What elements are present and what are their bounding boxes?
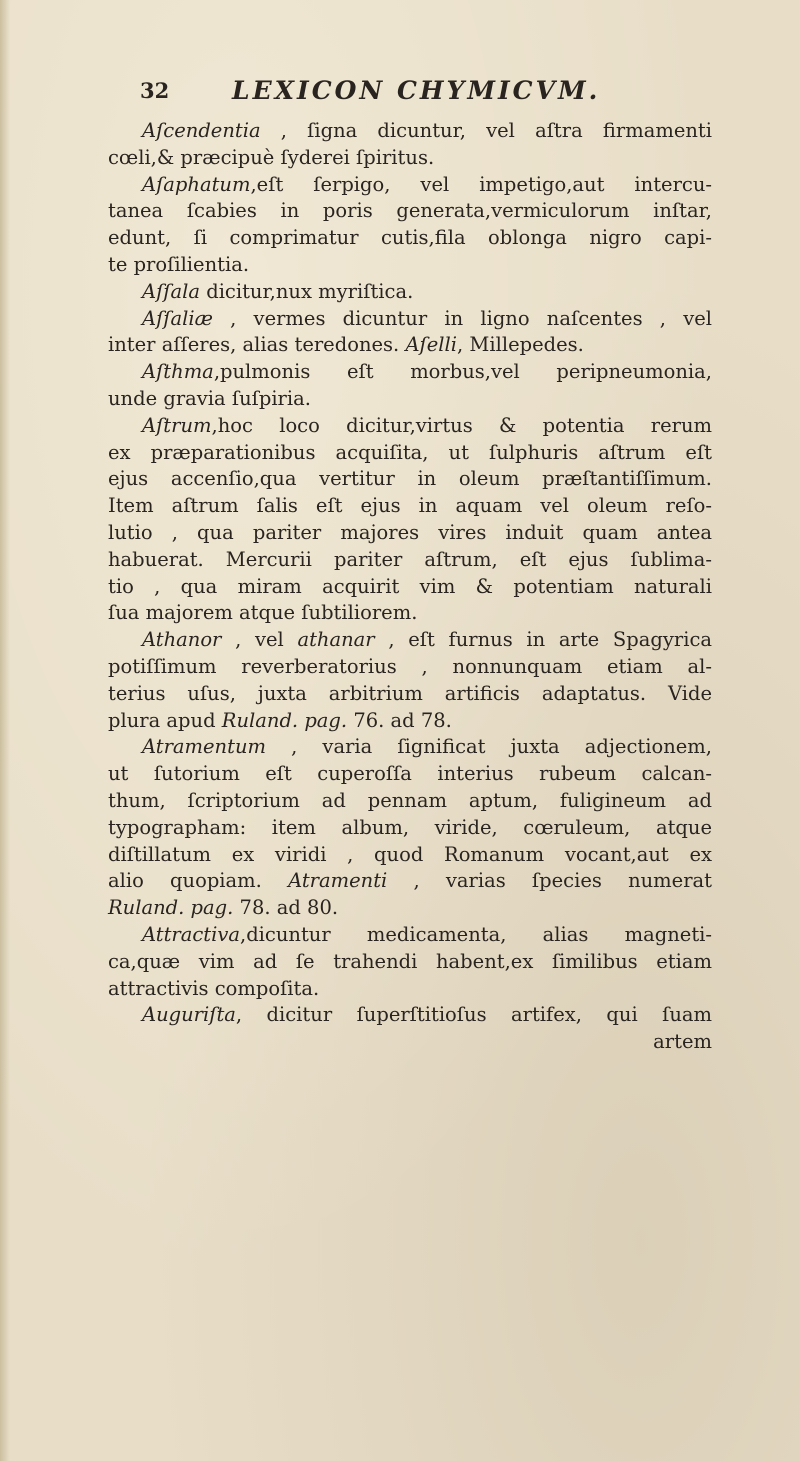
lemma-text: Athanor	[142, 628, 222, 652]
text-line	[108, 654, 712, 681]
text-line	[108, 949, 712, 976]
text-line	[108, 198, 712, 225]
body-text: ,pulmonis eſt morbus,vel peripneumonia,	[213, 360, 712, 384]
body-text: , vermes dicuntur in ligno naſcentes , vel	[212, 306, 712, 330]
body-text: edunt, ſi comprimatur cutis,fila oblonga nigro capi-	[108, 226, 712, 250]
text-line	[108, 413, 712, 440]
body-text: inter aſſeres, alias teredones.	[108, 333, 406, 357]
body-text: ex præparationibus acquiſita, ut ſulphuris aſtrum eſt	[108, 440, 712, 464]
lemma-text: Aſthma	[142, 360, 214, 384]
text-line	[108, 520, 712, 547]
text-line	[108, 466, 712, 493]
lemma-text: Attractiva	[142, 922, 240, 946]
body-text: tio , qua miram acquirit vim & potentiam naturali	[108, 574, 712, 598]
text-line	[108, 708, 712, 735]
body-text: , ſigna dicuntur, vel aſtra firmamenti	[260, 119, 712, 142]
body-text: attractivis compoſita.	[108, 976, 320, 1000]
text-line	[108, 306, 712, 333]
text-line	[108, 1029, 712, 1056]
page-number: 32	[140, 78, 170, 103]
text-line	[108, 252, 712, 279]
text-line	[108, 627, 712, 654]
lemma-text: Aſſaliæ	[142, 306, 213, 330]
text-line	[108, 895, 712, 922]
text-line	[108, 547, 712, 574]
body-text: , eſt furnus in arte Spagyrica	[374, 628, 712, 652]
body-text: ſua majorem atque ſubtiliorem.	[108, 601, 418, 625]
body-text: ,dicuntur medicamenta, alias magneti-	[240, 922, 712, 946]
text-line	[108, 279, 712, 306]
body-text: alio quopiam.	[108, 869, 289, 893]
body-text: , dicitur ſuperſtitioſus artifex, qui ſuam	[235, 1003, 712, 1027]
lemma-text: Atramenti	[288, 869, 388, 893]
body-text: ca,quæ vim ad ſe trahendi habent,ex ſimilibus etiam	[108, 949, 712, 973]
lemma-text: Ruland. pag.	[221, 708, 348, 732]
text-line	[108, 225, 712, 252]
body-text: ut ſutorium eſt cuperoſſa interius rubeum calcan-	[108, 762, 712, 786]
body-text: 76. ad 78.	[347, 708, 452, 732]
lemma-text: Aſtrum	[142, 413, 212, 437]
body-text: typographam: item album, viride, cœruleum, atque	[108, 815, 712, 839]
text-line	[108, 815, 712, 842]
body-text: ejus accenſio,qua vertitur in oleum præſtantiſſimum.	[108, 467, 712, 491]
body-text: dicitur,nux myriſtica.	[200, 279, 414, 303]
lemma-text: athanar	[297, 628, 375, 652]
running-title: LEXICON CHYMICVM.	[232, 76, 601, 105]
body-text: 78. ad 80.	[233, 896, 339, 920]
text-line	[108, 734, 712, 761]
text-line	[108, 922, 712, 949]
text-line	[108, 574, 712, 601]
text-line	[108, 172, 712, 199]
body-text: te proſilientia.	[108, 252, 250, 276]
body-text: diſtillatum ex viridi , quod Romanum vocant,aut ex	[108, 842, 712, 866]
text-line	[108, 118, 712, 145]
lemma-text: Aſcendentia	[142, 119, 261, 142]
body-text: terius uſus, juxta arbitrium artificis adaptatus. Vide	[108, 681, 712, 705]
text-line	[108, 842, 712, 869]
body-text: cœli,& præcipuè ſyderei ſpiritus.	[108, 145, 435, 169]
dictionary-entries	[108, 118, 712, 1056]
text-line	[108, 600, 712, 627]
page-header	[140, 70, 700, 110]
text-line	[108, 976, 712, 1003]
body-text: ,hoc loco dicitur,virtus & potentia rerum	[211, 413, 712, 437]
body-text: plura apud	[108, 708, 222, 732]
body-text: artem	[653, 1030, 712, 1054]
text-line	[108, 493, 712, 520]
text-line	[108, 868, 712, 895]
body-text: habuerat. Mercurii pariter aſtrum, eſt ejus ſublima-	[108, 547, 712, 571]
lemma-text: Aſaphatum	[142, 172, 251, 196]
body-text: ,eſt ſerpigo, vel impetigo,aut intercu-	[250, 172, 712, 196]
body-text: , varia ſignificat juxta adjectionem,	[266, 735, 712, 759]
text-line	[108, 681, 712, 708]
text-line	[108, 332, 712, 359]
lemma-text: Ruland. pag.	[108, 896, 234, 920]
lemma-text: Atramentum	[142, 735, 266, 759]
body-text: potiſſimum reverberatorius , nonnunquam etiam al-	[108, 654, 712, 678]
body-text: unde gravia ſuſpiria.	[108, 386, 311, 410]
lemma-text: Auguriſta	[142, 1003, 236, 1027]
text-line	[108, 440, 712, 467]
text-line	[108, 386, 712, 413]
body-text: Item aſtrum ſalis eſt ejus in aquam vel oleum reſo-	[108, 494, 712, 518]
lemma-text: Aſelli	[405, 333, 458, 357]
body-text: thum, ſcriptorium ad pennam aptum, fuligineum ad	[108, 788, 712, 812]
text-line	[108, 359, 712, 386]
text-line	[108, 145, 712, 172]
page-edge-shadow	[0, 0, 10, 1461]
body-text: lutio , qua pariter majores vires induit quam antea	[108, 520, 712, 544]
text-line	[108, 1002, 712, 1029]
text-line	[108, 788, 712, 815]
lemma-text: Aſſala	[142, 279, 201, 303]
body-text: , vel	[221, 628, 298, 652]
body-text: , Millepedes.	[457, 333, 584, 357]
body-text: tanea ſcabies in poris generata,vermiculorum inſtar,	[108, 199, 712, 223]
text-line	[108, 761, 712, 788]
body-text: , varias ſpecies numerat	[387, 869, 712, 893]
